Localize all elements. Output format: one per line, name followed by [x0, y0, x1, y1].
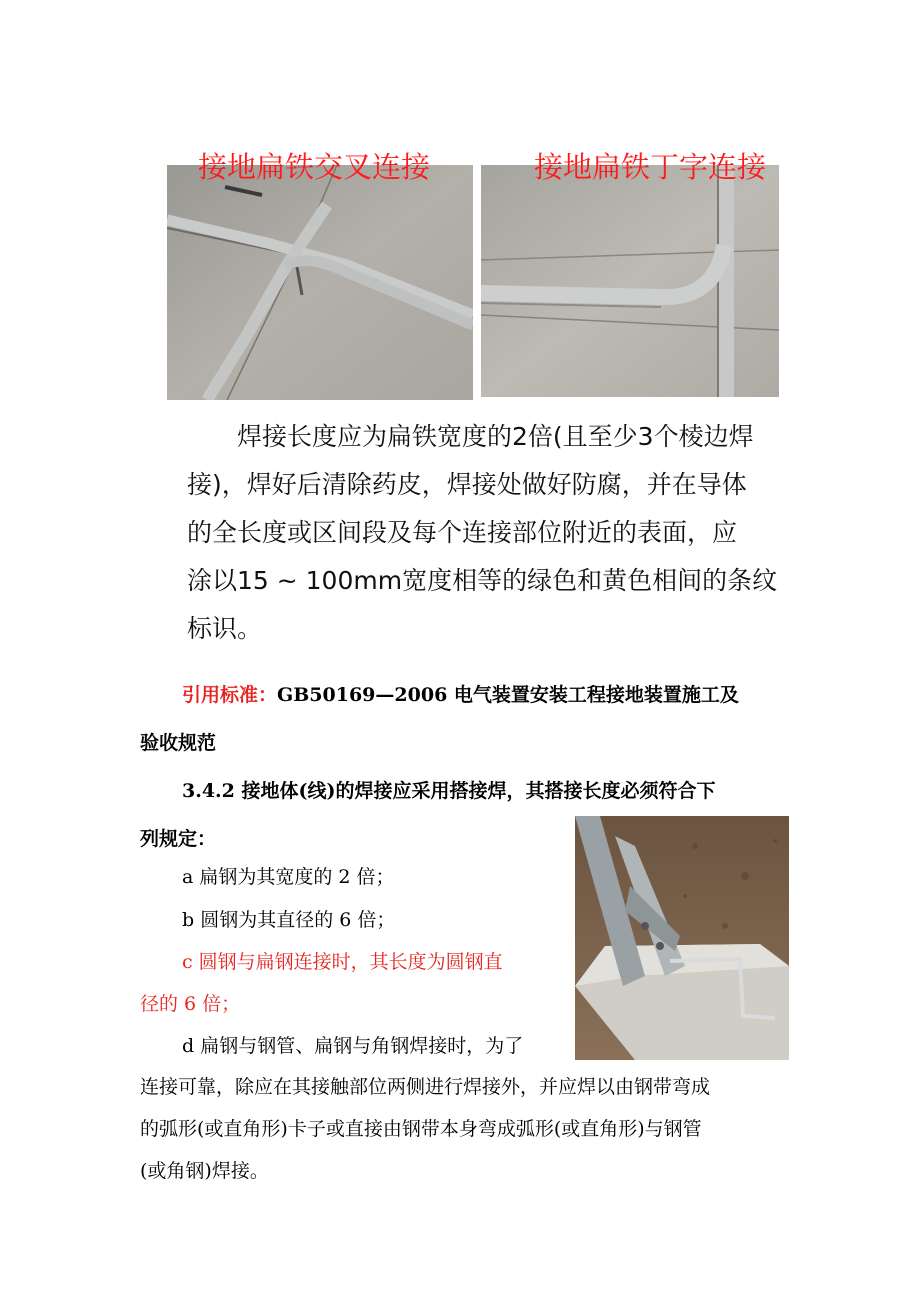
clause-line-1: 3.4.2 接地体(线)的焊接应采用搭接焊，其搭接长度必须符合下 [182, 780, 716, 802]
clause-line-2: 列规定： [140, 828, 217, 850]
caption-cross-connection: 接地扁铁交叉连接 [198, 150, 431, 184]
paragraph-line: 标识。 [187, 614, 263, 643]
item-a: a 扁钢为其宽度的 2 倍； [182, 866, 395, 888]
standard-citation [182, 680, 739, 707]
item-b: b 圆钢为其直径的 6 倍； [182, 909, 396, 931]
item-d-line-2: 连接可靠，除应在其接触部位两侧进行焊接外，并应焊以由钢带弯成 [140, 1076, 711, 1098]
caption-t-connection: 接地扁铁丁字连接 [534, 150, 767, 184]
standard-citation-cont: 验收规范 [140, 732, 217, 754]
item-c-line-1: c 圆钢与扁钢连接时，其长度为圆钢直 [182, 951, 503, 973]
welding-length-paragraph [187, 413, 779, 653]
photo-tower-footing [575, 816, 789, 1060]
item-c-line-2: 径的 6 倍； [140, 993, 241, 1015]
item-d-line-1: d 扁钢与钢管、扁钢与角钢焊接时，为了 [182, 1035, 524, 1057]
paragraph-line: 涂以15 ~ 100mm宽度相等的绿色和黄色相间的条纹 [187, 566, 778, 595]
paragraph-line: 接)，焊好后清除药皮，焊接处做好防腐，并在导体 [187, 470, 747, 499]
standard-label: 引用标准： [182, 684, 278, 706]
photo-t-connection [481, 165, 779, 397]
photo-cross-connection [167, 165, 473, 400]
standard-text: GB50169—2006 电气装置安装工程接地装置施工及 [277, 684, 739, 706]
item-d-line-3: 的弧形(或直角形)卡子或直接由钢带本身弯成弧形(或直角形)与钢管 [140, 1118, 702, 1140]
paragraph-line: 的全长度或区间段及每个连接部位附近的表面，应 [187, 518, 738, 547]
item-d-line-4: (或角钢)焊接。 [140, 1160, 269, 1182]
paragraph-line: 焊接长度应为扁铁宽度的2倍(且至少3个棱边焊 [237, 422, 754, 451]
